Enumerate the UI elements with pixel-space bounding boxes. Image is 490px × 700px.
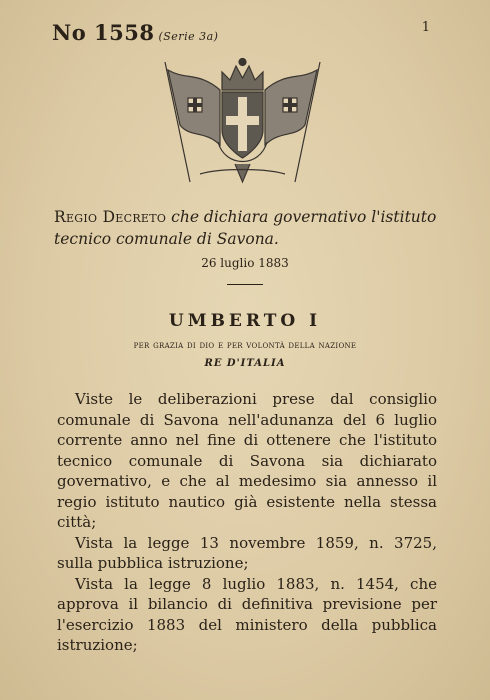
decree-title	[54, 206, 454, 250]
body-paragraph: Viste le deliberazioni prese dal consiglio comunale di Savona nell'adunanza del 6 luglio corrente anno nel fine di ottenere che l'istituto tecnico comunale di Savona sia dichiarato governativo, e che al medesimo sia annesso il regio istituto nautico già esistente nella stessa città;	[57, 390, 437, 531]
page-number: 1	[421, 20, 430, 35]
title-text: che dichiara governativo l'istituto tecnico comunale di Savona.	[54, 208, 437, 248]
body-paragraph: Vista la legge 13 novembre 1859, n. 3725, sulla pubblica istruzione;	[57, 533, 437, 572]
decree-number	[52, 20, 218, 45]
grace-line: per grazia di dio e per volontà della nazione	[133, 340, 357, 351]
serie-label: (Serie 3a)	[158, 30, 219, 43]
decree-date: 26 luglio 1883	[201, 256, 289, 270]
royal-savoy-coat-of-arms-icon	[160, 50, 325, 188]
title-prefix: Regio Decreto	[54, 208, 167, 226]
divider	[227, 284, 263, 285]
sovereign-name: UMBERTO I	[168, 311, 322, 331]
body-paragraph: Vista la legge 8 luglio 1883, n. 1454, che approva il bilancio di definitiva previsione per l'esercizio 1883 del ministero della pubblica istruzione;	[57, 574, 437, 654]
decree-body	[57, 389, 437, 656]
decree-number-label: No 1558	[52, 20, 155, 45]
sovereign-title: RE D'ITALIA	[204, 358, 286, 369]
